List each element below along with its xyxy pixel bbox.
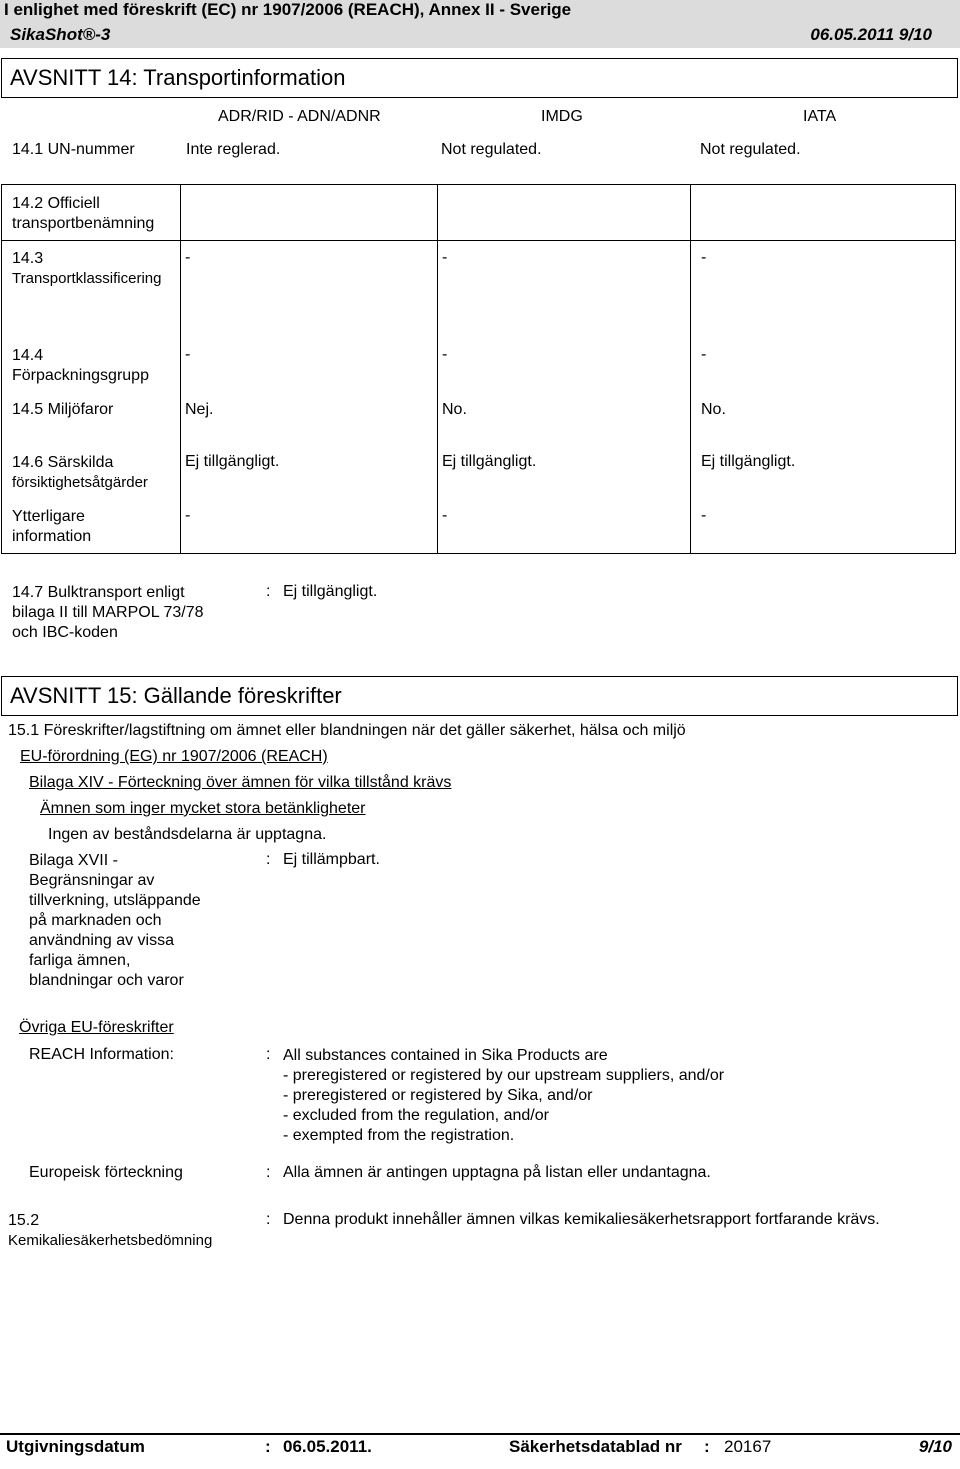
row-env-iata: No. bbox=[701, 401, 726, 418]
footer-sds-label: Säkerhetsdatablad nr bbox=[509, 1437, 682, 1456]
reach-info-label: REACH Information: bbox=[29, 1046, 174, 1063]
footer-sds-number: 20167 bbox=[724, 1437, 772, 1456]
other-eu-heading: Övriga EU-föreskrifter bbox=[19, 1019, 174, 1036]
section-14-title-text: AVSNITT 14: Transportinformation bbox=[10, 65, 346, 90]
row-class-adr: - bbox=[185, 249, 191, 266]
row-env-label: 14.5 Miljöfaror bbox=[12, 401, 114, 418]
row-extra-iata: - bbox=[701, 507, 707, 524]
footer-colon-1: : bbox=[265, 1437, 271, 1456]
row-env-imdg: No. bbox=[442, 401, 467, 418]
inventory-label: Europeisk förteckning bbox=[29, 1164, 183, 1181]
row-un-label: 14.1 UN-nummer bbox=[12, 141, 135, 158]
svhc-none-listed: Ingen av beståndsdelarna är upptagna. bbox=[48, 826, 327, 843]
section-15-title bbox=[1, 676, 958, 716]
reach-info-colon: : bbox=[266, 1046, 271, 1063]
row-pack-label: 14.4 Förpackningsgrupp bbox=[12, 347, 149, 384]
footer-rule bbox=[0, 1433, 960, 1435]
row-extra-imdg: - bbox=[442, 507, 448, 524]
col-header-imdg: IMDG bbox=[541, 108, 583, 125]
reach-regulation-heading: EU-förordning (EG) nr 1907/2006 (REACH) bbox=[20, 748, 328, 765]
bulk-transport-value: Ej tillgängligt. bbox=[283, 583, 378, 600]
row-extra-label: Ytterligare information bbox=[12, 508, 92, 545]
product-name: SikaShot®-3 bbox=[10, 25, 111, 44]
row-un-iata: Not regulated. bbox=[700, 141, 801, 158]
row-extra-adr: - bbox=[185, 507, 191, 524]
row-special-imdg: Ej tillgängligt. bbox=[442, 453, 537, 470]
csa-label: 15.2 Kemikaliesäkerhetsbedömning bbox=[8, 1212, 213, 1249]
section-14-title bbox=[1, 58, 958, 98]
subsection-15-1-heading: 15.1 Föreskrifter/lagstiftning om ämnet eller blandningen när det gäller säkerhet, hälsa och miljö bbox=[8, 722, 686, 739]
row-special-label: 14.6 Särskilda försiktighetsåtgärder bbox=[12, 454, 148, 491]
row-un-adr: Inte reglerad. bbox=[186, 141, 281, 158]
bulk-transport-label: 14.7 Bulktransport enligt bilaga II till MARPOL 73/78 och IBC-koden bbox=[12, 584, 204, 641]
reach-info-text: All substances contained in Sika Products are - preregistered or registered by our upstream suppliers, and/or - preregistered or registered by Sika, and/or - excluded from the regulation, and/or - exempted from the registration. bbox=[283, 1047, 725, 1144]
bulk-transport-colon: : bbox=[266, 583, 271, 600]
section-15-title-text: AVSNITT 15: Gällande föreskrifter bbox=[10, 683, 342, 708]
col-header-adr: ADR/RID - ADN/ADNR bbox=[218, 108, 381, 125]
csa-colon: : bbox=[266, 1211, 271, 1228]
svhc-heading: Ämnen som inger mycket stora betänkligheter bbox=[40, 800, 366, 817]
col-header-iata: IATA bbox=[803, 108, 837, 125]
row-pack-imdg: - bbox=[442, 346, 448, 363]
csa-value: Denna produkt innehåller ämnen vilkas kemikaliesäkerhetsrapport fortfarande krävs. bbox=[283, 1211, 880, 1228]
footer-issue-date: 06.05.2011. bbox=[283, 1437, 372, 1456]
annex-xvii-colon: : bbox=[266, 851, 271, 868]
row-un-imdg: Not regulated. bbox=[441, 141, 542, 158]
row-class-label: 14.3 Transportklassificering bbox=[12, 250, 162, 287]
row-class-imdg: - bbox=[442, 249, 448, 266]
row-pack-iata: - bbox=[701, 346, 707, 363]
row-pack-adr: - bbox=[185, 346, 191, 363]
row-special-adr: Ej tillgängligt. bbox=[185, 453, 280, 470]
header-date-page: 06.05.2011 9/10 bbox=[810, 25, 932, 44]
row-name-label: 14.2 Officiell transportbenämning bbox=[12, 195, 155, 232]
annex-xvii-value: Ej tillämpbart. bbox=[283, 851, 380, 868]
annex-xvii-label: Bilaga XVII - Begränsningar av tillverkning, utsläppande på marknaden och användning av vissa farliga ämnen, blandningar och varor bbox=[29, 852, 201, 989]
row-env-adr: Nej. bbox=[185, 401, 214, 418]
row-special-iata: Ej tillgängligt. bbox=[701, 453, 796, 470]
footer-issue-label: Utgivningsdatum bbox=[6, 1437, 145, 1456]
footer-page: 9/10 bbox=[918, 1437, 952, 1456]
annex-xiv-heading: Bilaga XIV - Förteckning över ämnen för vilka tillstånd krävs bbox=[29, 774, 452, 791]
document-title: I enlighet med föreskrift (EC) nr 1907/2006 (REACH), Annex II - Sverige bbox=[4, 0, 572, 19]
inventory-colon: : bbox=[266, 1164, 271, 1181]
inventory-value: Alla ämnen är antingen upptagna på listan eller undantagna. bbox=[283, 1164, 711, 1181]
footer-colon-2: : bbox=[704, 1437, 710, 1456]
row-class-iata: - bbox=[701, 249, 707, 266]
